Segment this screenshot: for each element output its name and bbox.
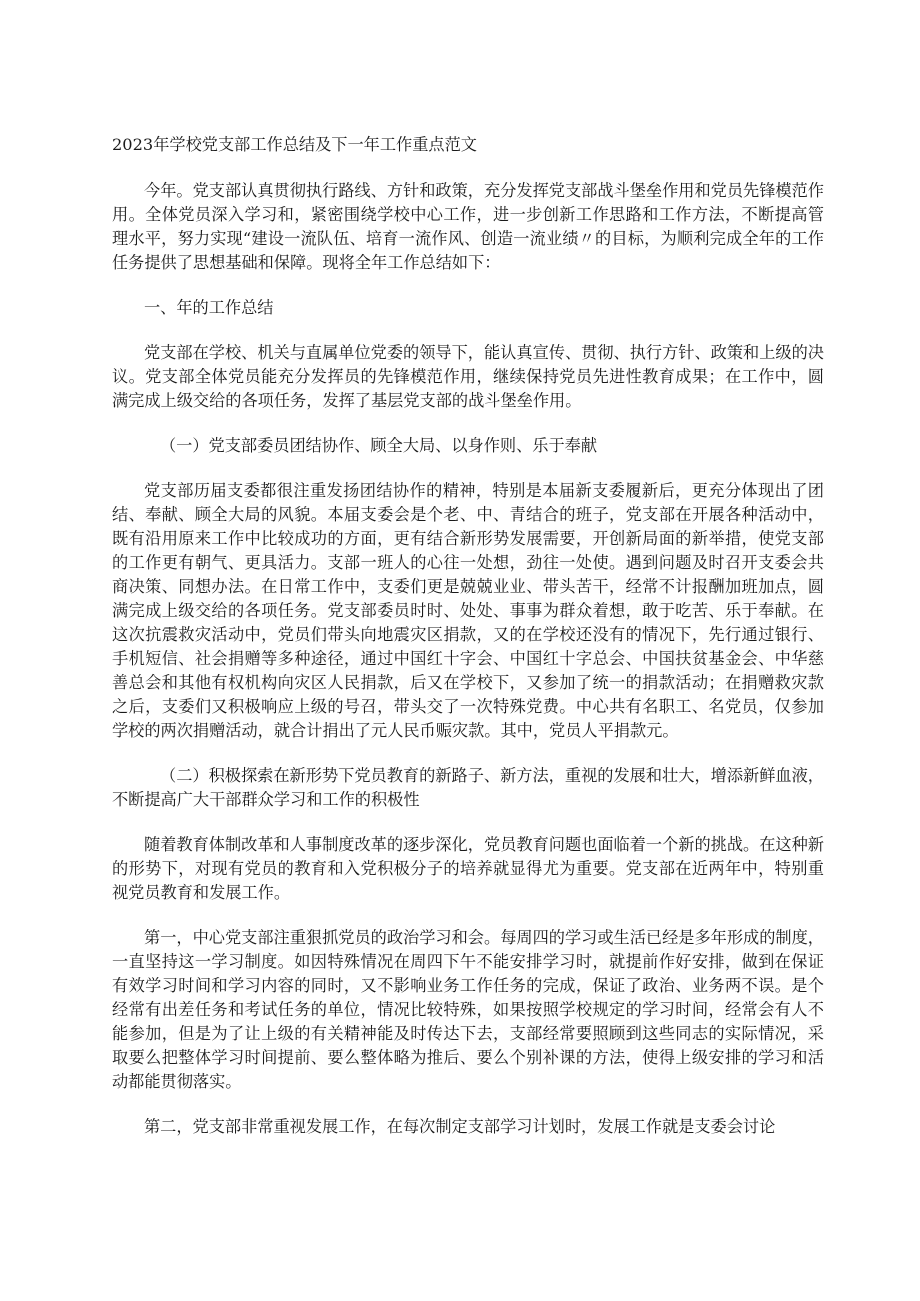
subheading-member-education: （二）积极探索在新形势下党员教育的新路子、新方法，重视的发展和壮大，增添新鲜血液，不断提高广大干部群众学习和工作的积极性 xyxy=(112,766,824,809)
document-page xyxy=(112,133,824,1139)
first-point-paragraph: 第一，中心党支部注重狠抓党员的政治学习和会。每周四的学习或生活已经是多年形成的制度，一直坚持这一学习制度。如因特殊情况在周四下午不能安排学习时，就提前作好安排，做到在保证有效学习时间和学习内容的同时，又不影响业务工作任务的完成，保证了政治、业务两不误。是个经常有出差任务和考试任务的单位，情况比较特殊，如果按照学校规定的学习时间，经常会有人不能参加，但是为了让上级的有关精神能及时传达下去，支部经常要照顾到这些同志的实际情况，采取要么把整体学习时间提前、要么整体略为推后、要么个别补课的方法，使得上级安排的学习和活动都能贯彻落实。 xyxy=(112,928,824,1091)
education-paragraph: 随着教育体制改革和人事制度改革的逐步深化，党员教育问题也面临着一个新的挑战。在这种新的形势下，对现有党员的教育和入党积极分子的培养就显得尤为重要。党支部在近两年中，特别重视党员教育和发展工作。 xyxy=(112,835,824,902)
summary-paragraph: 党支部在学校、机关与直属单位党委的领导下，能认真宣传、贯彻、执行方针、政策和上级的决议。党支部全体党员能充分发挥员的先锋模范作用，继续保持党员先进性教育成果；在工作中，圆满完成上级交给的各项任务，发挥了基层党支部的战斗堡垒作用。 xyxy=(112,343,824,410)
second-point-paragraph: 第二，党支部非常重视发展工作，在每次制定支部学习计划时，发展工作就是支委会讨论 xyxy=(144,1117,776,1136)
document-title: 2023年学校党支部工作总结及下一年工作重点范文 xyxy=(112,135,477,154)
intro-paragraph: 今年。党支部认真贯彻执行路线、方针和政策，充分发挥党支部战斗堡垒作用和党员先锋模范作用。全体党员深入学习和，紧密围绕学校中心工作，进一步创新工作思路和工作方法，不断提高管理水平，努力实现“建设一流队伍、培育一流作风、创造一流业绩〃的目标，为顺利完成全年的工作任务提供了思想基础和保障。现将全年工作总结如下： xyxy=(112,181,824,272)
committee-paragraph: 党支部历届支委都很注重发扬团结协作的精神，特别是本届新支委履新后，更充分体现出了团结、奉献、顾全大局的风貌。本届支委会是个老、中、青结合的班子，党支部在开展各种活动中，既有沿用原来工作中比较成功的方面，更有结合新形势发展需要，开创新局面的新举措，使党支部的工作更有朝气、更具活力。支部一班人的心往一处想，劲往一处使。遇到问题及时召开支委会共商决策、同想办法。在日常工作中，支委们更是兢兢业业、带头苦干，经常不计报酬加班加点，圆满完成上级交给的各项任务。党支部委员时时、处处、事事为群众着想，敢于吃苦、乐于奉献。在这次抗震救灾活动中，党员们带头向地震灾区捐款，又的在学校还没有的情况下，先行通过银行、手机短信、社会捐赠等多种途径，通过中国红十字会、中国红十字总会、中国扶贫基金会、中华慈善总会和其他有权机构向灾区人民捐款，后又在学校下，又参加了统一的捐款活动；在捐赠救灾款之后，支委们又积极响应上级的号召，带头交了一次特殊党费。中心共有名职工、名党员，仅参加学校的两次捐赠活动，就合计捐出了元人民币赈灾款。其中，党员人平捐款元。 xyxy=(112,481,824,740)
section-heading-work-summary: 一、年的工作总结 xyxy=(144,298,274,317)
subheading-committee-cooperation: （一）党支部委员团结协作、顾全大局、以身作则、乐于奉献 xyxy=(160,436,598,455)
